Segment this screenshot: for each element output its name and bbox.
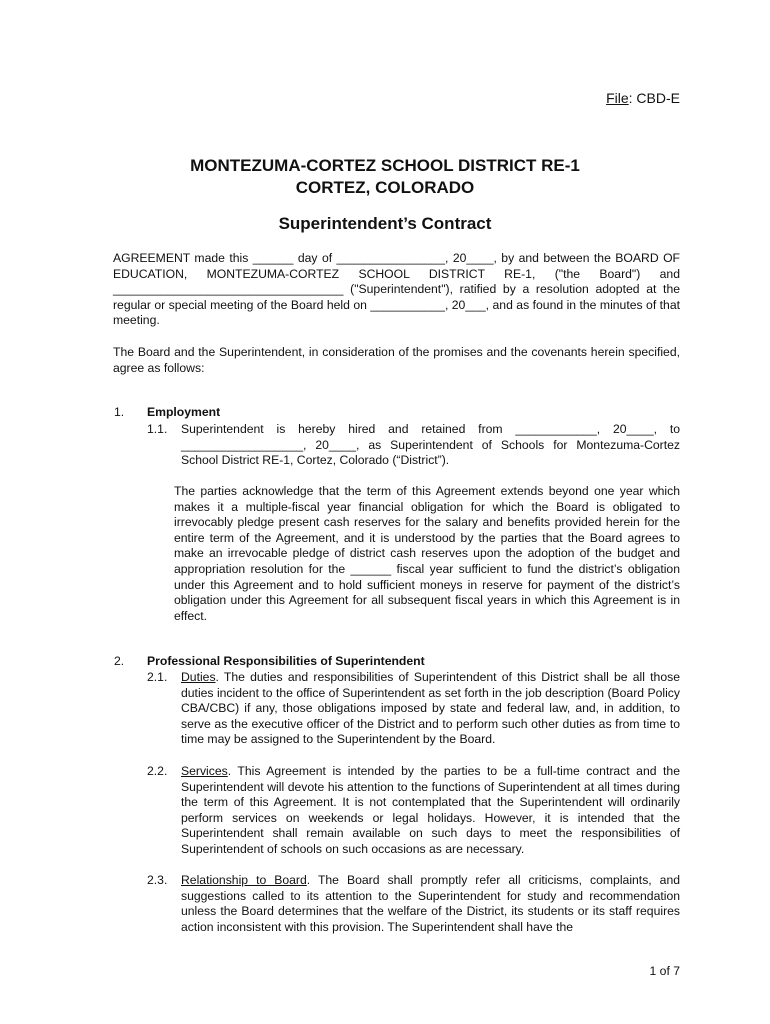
section-heading-responsibilities: Professional Responsibilities of Superintendent [147,654,425,668]
file-label: File [606,90,629,106]
subsection-text: . This Agreement is intended by the parties to be a full-time contract and the Superintendent will devote his attention to the functions of Superintendent at all times during the term of this Agreement. It is not contemplated that the Superintendent will ordinarily perform services on weekends or legal holidays. However, it is intended that the Superintendent shall remain available on such days to meet the responsibilities of Superintendent of schools on such occasions as are necessary. [181,764,680,856]
subsection-label: Duties [181,670,216,684]
file-code: : CBD-E [628,90,680,106]
subsection-text: . The Board shall promptly refer all criticisms, complaints, and suggestions called to its attention to the Superintendent for study and recommendation unless the Board determines that the welfare of the District, its students or its staff requires action inconsistent with this provision. The Superintendent shall have the [181,873,681,934]
section-heading-employment: Employment [147,405,221,419]
subsection-duties [181,670,680,748]
subsection-services [181,764,680,858]
section-number: 2. [114,654,125,668]
section-number: 1. [114,405,125,419]
subsection-number: 1.1. [147,422,168,436]
subsection-number: 2.2. [147,764,168,778]
file-reference [606,90,680,106]
agreement-paragraph: AGREEMENT made this ______ day of ________________, 20____, by and between the BOARD OF EDUCATION, MONTEZUMA-CORTEZ SCHOOL DISTRICT RE-1, ("the Board") and __________________________________ ("Superintendent"), ratified by a resolution adopted at the regular or special meeting of the Board held on ___________, 20___, and as found in the minutes of that meeting. [113,251,680,328]
subsection-number: 2.1. [147,670,168,684]
subsection-label: Relationship to Board [181,873,307,887]
subsection-number: 2.3. [147,873,168,887]
consideration-paragraph: The Board and the Superintendent, in consideration of the promises and the covenants herein specified, agree as follows: [113,345,680,375]
page-number: 1 of 7 [649,964,680,978]
subsection-text: . The duties and responsibilities of Superintendent of this District shall be all those duties incident to the office of Superintendent as set forth in the job description (Board Policy CBA/CBC) if any, those obligations imposed by state and federal law, and, in addition, to serve as the executive officer of the District and to perform such other duties as from time to time may be assigned to the Superintendent by the Board. [181,670,680,747]
district-location: CORTEZ, COLORADO [295,178,475,197]
district-name: MONTEZUMA-CORTEZ SCHOOL DISTRICT RE-1 [190,156,580,175]
subsection-text: Superintendent is hereby hired and retained from ____________, 20____, to __________________, 20____, as Superintendent of Schools for Montezuma-Cortez School District RE-1, Cortez, Colorado (“District”). [181,422,680,468]
subsection-label: Services [181,764,228,778]
subsection-relationship [181,873,680,935]
document-title: Superintendent’s Contract [278,214,492,233]
fiscal-obligation-paragraph: The parties acknowledge that the term of this Agreement extends beyond one year which makes it a multiple-fiscal year financial obligation for which the Board is obligated to irrevocably pledge present cash reserves for the salary and benefits provided herein for the entire term of the Agreement, and it is understood by the parties that the Board agrees to make an irrevocable pledge of district cash reserves upon the adoption of the budget and appropriation resolution for the ______ fiscal year sufficient to fund the district’s obligation under this Agreement and to hold sufficient moneys in reserve for payment of the district’s obligation under this Agreement for all subsequent fiscal years in which this Agreement is in effect. [174,484,680,623]
